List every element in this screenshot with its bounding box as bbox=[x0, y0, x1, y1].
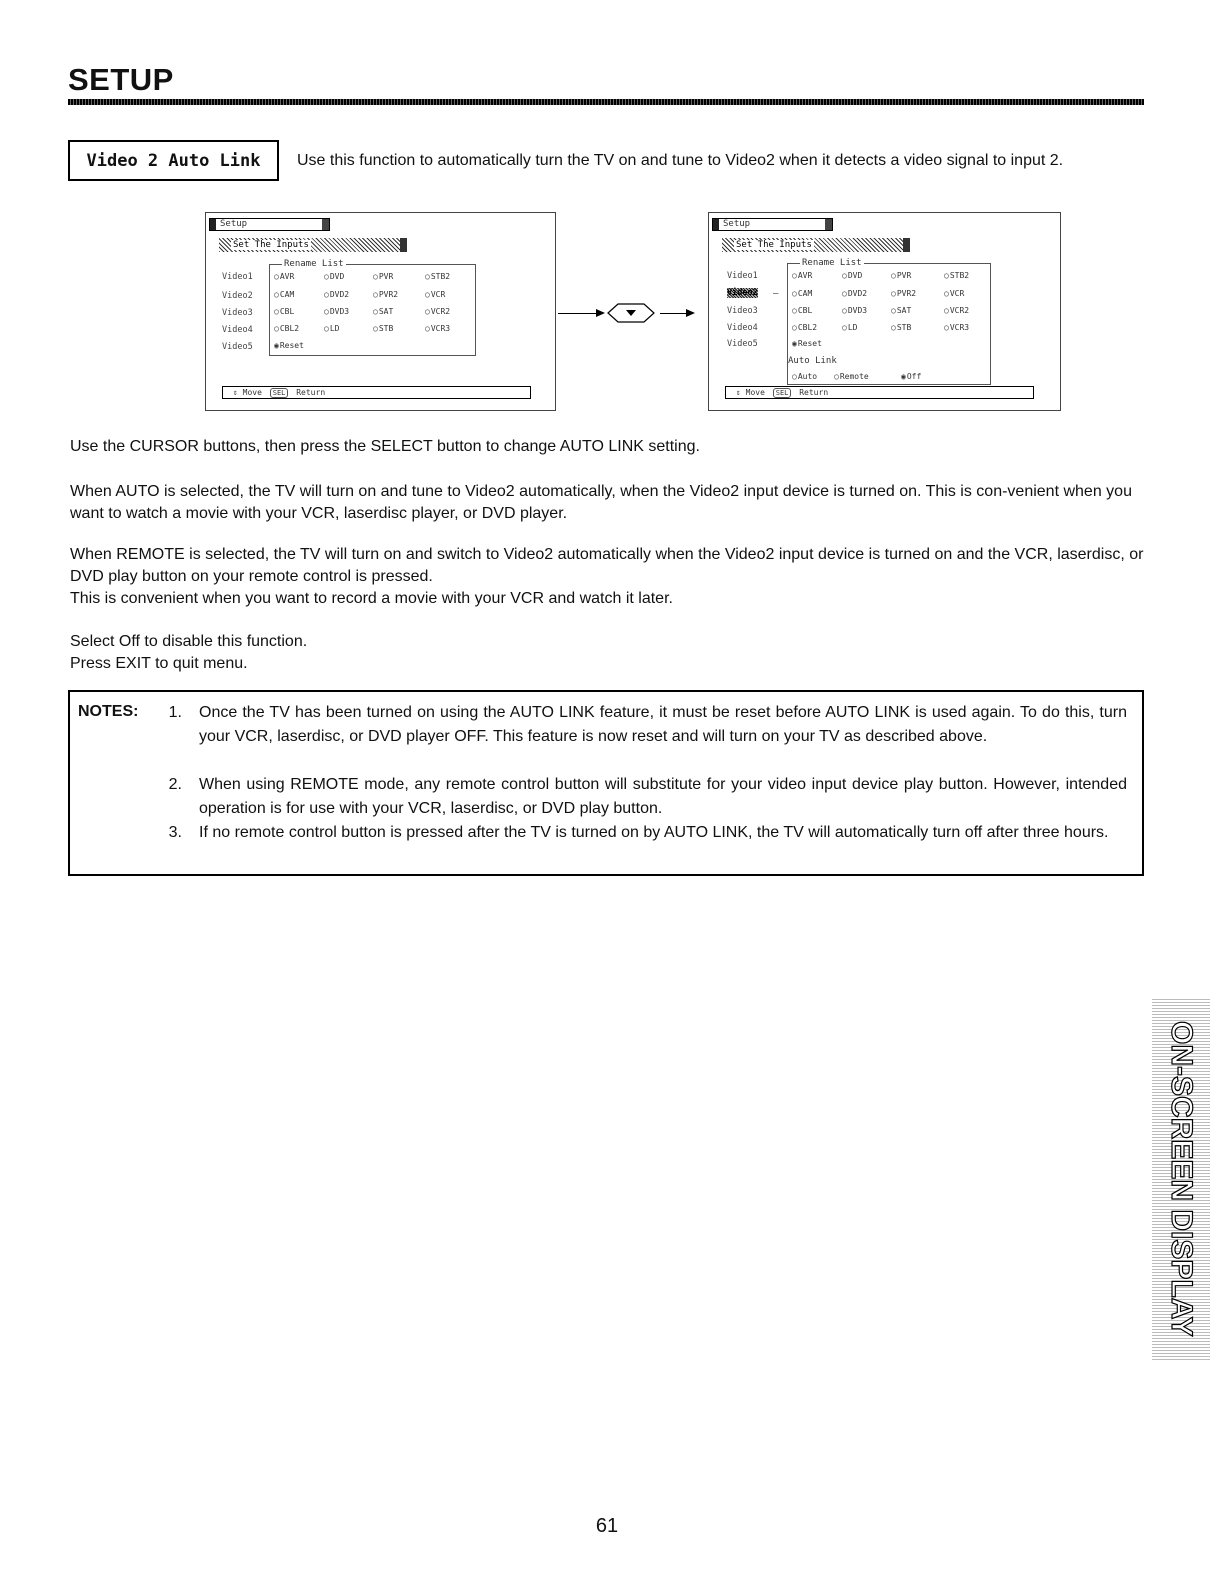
video4-label: Video4 bbox=[222, 325, 253, 335]
auto-link-off-option: ◉ Off bbox=[901, 372, 921, 382]
title-rule bbox=[68, 99, 1144, 105]
option: ○ DVD3 bbox=[842, 306, 867, 316]
remote-mode-paragraph: When REMOTE is selected, the TV will turn on and switch to Video2 automatically when the Video2 input device is turned on and the VCR, laserdisc, or DVD play button on your remote control is pressed. bbox=[70, 546, 1144, 585]
auto-link-title: Auto Link bbox=[788, 356, 837, 366]
option: ○ VCR2 bbox=[425, 307, 450, 317]
osd-menu-title: Setup bbox=[209, 218, 330, 231]
video3-label: Video3 bbox=[727, 306, 758, 316]
option: ○ DVD2 bbox=[842, 289, 867, 299]
option: ○ LD bbox=[842, 323, 857, 333]
osd-footer bbox=[725, 386, 1034, 399]
option: ○ DVD2 bbox=[324, 290, 349, 300]
off-paragraph: Select Off to disable this function. bbox=[70, 633, 308, 650]
footer-return-label: Return bbox=[799, 388, 829, 397]
video5-label: Video5 bbox=[222, 342, 253, 352]
note-number: 3. bbox=[168, 824, 182, 841]
osd-screen-after bbox=[708, 212, 1061, 411]
option: ○ DVD3 bbox=[324, 307, 349, 317]
side-tab-label: ON-SCREEN DISPLAY bbox=[1165, 1021, 1198, 1337]
exit-paragraph: Press EXIT to quit menu. bbox=[70, 655, 248, 672]
section-side-tab bbox=[1152, 998, 1210, 1360]
option: ○ AVR bbox=[792, 271, 812, 281]
option: ○ VCR bbox=[425, 290, 445, 300]
rename-list-title: Rename List bbox=[802, 258, 862, 268]
feature-name-box: Video 2 Auto Link bbox=[68, 140, 279, 181]
rename-list-title: Rename List bbox=[284, 259, 344, 269]
osd-screen-before bbox=[205, 212, 556, 411]
option: ○ PVR bbox=[891, 271, 911, 281]
cursor-down-button-icon bbox=[606, 302, 656, 324]
arrow-line bbox=[558, 313, 598, 314]
sel-key-icon: SEL bbox=[270, 388, 289, 398]
note-text: When using REMOTE mode, any remote control button will substitute for your video input device play button. However, intended operation is for use with your VCR, laserdisc, or DVD play button. bbox=[199, 776, 1127, 817]
footer-move-label: Move bbox=[745, 388, 765, 397]
option: ○ VCR3 bbox=[944, 323, 969, 333]
option: ○ VCR2 bbox=[944, 306, 969, 316]
option: ○ PVR2 bbox=[373, 290, 398, 300]
auto-mode-paragraph: When AUTO is selected, the TV will turn on and tune to Video2 automatically, when the Video2 input device is turned on. This is con-venient when you want to watch a movie with your VCR, laserdisc player, or DVD player. bbox=[70, 483, 1132, 522]
video2-label-selected: Video2 bbox=[727, 288, 758, 298]
option: ○ CBL2 bbox=[274, 324, 299, 334]
option: ○ STB2 bbox=[944, 271, 969, 281]
selection-dash-icon: – bbox=[773, 289, 779, 299]
video1-label: Video1 bbox=[727, 271, 758, 281]
move-arrows-icon: ⇕ bbox=[736, 388, 741, 397]
notes-box bbox=[68, 690, 1144, 876]
option: ○ VCR bbox=[944, 289, 964, 299]
sel-key-icon: SEL bbox=[773, 388, 792, 398]
note-number: 2. bbox=[168, 776, 182, 793]
option: ○ STB2 bbox=[425, 272, 450, 282]
osd-submenu: Set The Inputs bbox=[219, 238, 407, 252]
note-text: Once the TV has been turned on using the AUTO LINK feature, it must be reset before AUTO LINK is used again. To do this, turn your VCR, laserdisc, or DVD player OFF. This feature is now reset and will turn on your TV as described above. bbox=[199, 704, 1127, 745]
auto-link-remote-option: ○ Remote bbox=[834, 372, 869, 382]
option: ○ STB bbox=[373, 324, 393, 334]
option: ○ CBL bbox=[274, 307, 294, 317]
option: ○ DVD bbox=[842, 271, 862, 281]
footer-move-label: Move bbox=[242, 388, 262, 397]
option: ○ SAT bbox=[373, 307, 393, 317]
page-title: SETUP bbox=[68, 62, 174, 97]
remote-mode-note: This is convenient when you want to record a movie with your VCR and watch it later. bbox=[70, 590, 673, 607]
option: ○ DVD bbox=[324, 272, 344, 282]
footer-return-label: Return bbox=[296, 388, 326, 397]
notes-label: NOTES: bbox=[78, 703, 139, 720]
option: ○ CAM bbox=[792, 289, 812, 299]
osd-submenu: Set The Inputs bbox=[722, 238, 910, 252]
option: ○ LD bbox=[324, 324, 339, 334]
auto-link-auto-option: ○ Auto bbox=[792, 372, 817, 382]
option: ○ PVR bbox=[373, 272, 393, 282]
video2-label: Video2 bbox=[222, 291, 253, 301]
option: ○ SAT bbox=[891, 306, 911, 316]
video1-label: Video1 bbox=[222, 272, 253, 282]
option: ○ PVR2 bbox=[891, 289, 916, 299]
note-number: 1. bbox=[168, 704, 182, 721]
option: ○ CBL bbox=[792, 306, 812, 316]
arrow-line bbox=[660, 313, 688, 314]
page-number: 61 bbox=[595, 1515, 619, 1537]
option: ○ VCR3 bbox=[425, 324, 450, 334]
osd-footer bbox=[222, 386, 531, 399]
option: ○ AVR bbox=[274, 272, 294, 282]
arrow-head-icon bbox=[596, 309, 605, 317]
osd-menu-title: Setup bbox=[712, 218, 833, 231]
reset-option: ◉ Reset bbox=[792, 339, 822, 349]
video4-label: Video4 bbox=[727, 323, 758, 333]
video3-label: Video3 bbox=[222, 308, 253, 318]
instruction-paragraph: Use the CURSOR buttons, then press the SELECT button to change AUTO LINK setting. bbox=[70, 438, 700, 455]
option: ○ CAM bbox=[274, 290, 294, 300]
feature-description: Use this function to automatically turn the TV on and tune to Video2 when it detects a video signal to input 2. bbox=[297, 152, 1064, 169]
note-text: If no remote control button is pressed after the TV is turned on by AUTO LINK, the TV will automatically turn off after three hours. bbox=[199, 824, 1109, 841]
reset-option: ◉ Reset bbox=[274, 341, 304, 351]
option: ○ STB bbox=[891, 323, 911, 333]
arrow-head-icon bbox=[686, 309, 695, 317]
video5-label: Video5 bbox=[727, 339, 758, 349]
move-arrows-icon: ⇕ bbox=[233, 388, 238, 397]
option: ○ CBL2 bbox=[792, 323, 817, 333]
